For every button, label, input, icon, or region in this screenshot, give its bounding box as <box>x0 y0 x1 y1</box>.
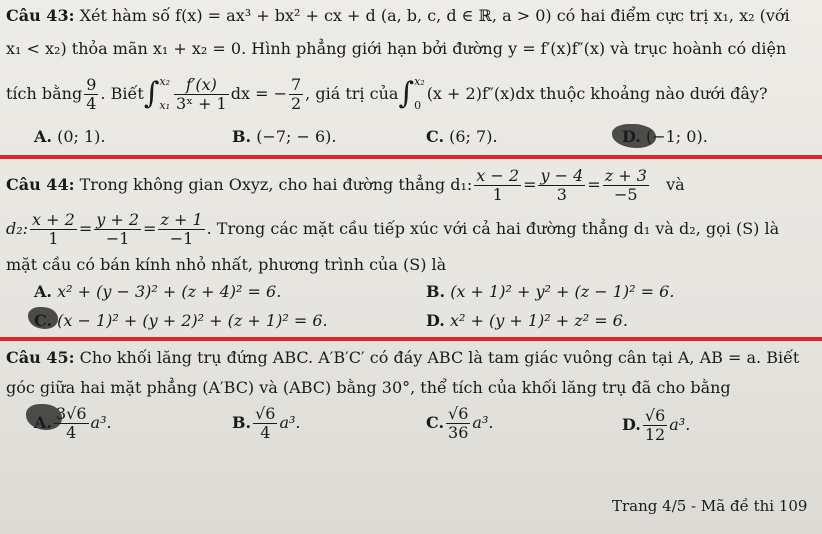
q43-option-b[interactable]: B. (−7; − 6). <box>232 127 337 146</box>
q44-line3: mặt cầu có bán kính nhỏ nhất, phương trình của (S) là <box>6 255 447 274</box>
rhs-fraction: $\frac{7}{2}$ <box>290 74 302 113</box>
q44-line2: d₂: $\frac{x + 2}{1}$ = $\frac{y + 2}{-1}$ = $\frac{z + 1}{-1}$ . Trong các mặt cầu tiếp xúc với cả hai đường thẳng d₁ và d₂, gọi (S) là <box>6 209 780 248</box>
q45-option-c[interactable]: C. $\frac{√6}{36}$ a³. <box>426 403 494 442</box>
q43-label: Câu 43: <box>6 6 75 25</box>
q44-option-d[interactable]: D. x² + (y + 1)² + z² = 6. <box>426 311 628 330</box>
q45-line1: Câu 45: Cho khối lăng trụ đứng ABC. A′B′C′ có đáy ABC là tam giác vuông cân tại A, AB = a. Biết <box>6 348 800 367</box>
integral-1-limits: x₂ x₁ <box>159 75 171 112</box>
integral-sign-1: ∫ <box>143 76 160 111</box>
q43-line3: tích bằng $\frac{9}{4}$ . Biết ∫ x₂ x₁ $\frac{f'(x)}{\text{3ˣ + 1}}$ dx = − $\frac{7}{2}$ , giá trị của ∫ x₂ 0 (x + 2)f″(x)dx thuộc khoảng nào dưới đây? <box>6 74 768 113</box>
q44-option-b[interactable]: B. (x + 1)² + y² + (z − 1)² = 6. <box>426 282 675 301</box>
q43-line3-pre: tích bằng <box>6 84 83 103</box>
q44-option-a[interactable]: A. x² + (y − 3)² + (z + 4)² = 6. <box>34 282 282 301</box>
q43-line2: x₁ < x₂) thỏa mãn x₁ + x₂ = 0. Hình phẳng giới hạn bởi đường y = f′(x)f″(x) và trục hoành có diện <box>6 39 787 58</box>
d2-fraction-y: $\frac{y + 2}{-1}$ <box>96 209 140 248</box>
q43-line1 <box>6 6 790 26</box>
integral-2-limits: x₂ 0 <box>414 75 425 112</box>
q45-line2: góc giữa hai mặt phẳng (A′BC) và (ABC) bằng 30°, thể tích của khối lăng trụ đã cho bằng <box>6 378 731 397</box>
page-footer: Trang 4/5 - Mã đề thi 109 <box>612 497 808 515</box>
q45-option-d[interactable]: D. $\frac{√6}{12}$ a³. <box>622 405 691 444</box>
integral-sign-2: ∫ <box>398 76 415 111</box>
q43-option-d[interactable]: D. (−1; 0). <box>622 127 708 146</box>
red-divider-1 <box>0 155 822 159</box>
q43-option-a[interactable]: A. (0; 1). <box>34 127 106 146</box>
q43-text-line1: Xét hàm số f(x) = ax³ + bx² + cx + d (a, b, c, d ∈ ℝ, a > 0) có hai điểm cực trị x₁, x₂ (với <box>79 6 790 25</box>
d2-fraction-z: $\frac{z + 1}{-1}$ <box>160 209 203 248</box>
q43-option-c[interactable]: C. (6; 7). <box>426 127 498 146</box>
q44-line1: Câu 44: Trong không gian Oxyz, cho hai đường thẳng d₁: $\frac{x - 2}{1}$ = $\frac{y - 4}{3}$ = $\frac{z + 3}{-5}$ và <box>6 165 685 204</box>
q45-option-a[interactable]: A. $\frac{3√6}{4}$ a³. <box>34 403 112 442</box>
d1-fraction-y: $\frac{y - 4}{3}$ <box>540 165 584 204</box>
d2-fraction-x: $\frac{x + 2}{1}$ <box>32 209 75 248</box>
q44-option-c[interactable]: C. (x − 1)² + (y + 2)² + (z + 1)² = 6. <box>34 311 328 330</box>
area-fraction: $\frac{9}{4}$ <box>86 74 97 113</box>
d1-fraction-z: $\frac{z + 3}{-5}$ <box>604 165 647 204</box>
q45-option-b[interactable]: B. $\frac{√6}{4}$ a³. <box>232 403 301 442</box>
d1-fraction-x: $\frac{x - 2}{1}$ <box>476 165 520 204</box>
red-divider-2 <box>0 337 822 341</box>
integrand-1-fraction: $\frac{f'(x)}{\text{3ˣ + 1}}$ <box>176 74 227 113</box>
